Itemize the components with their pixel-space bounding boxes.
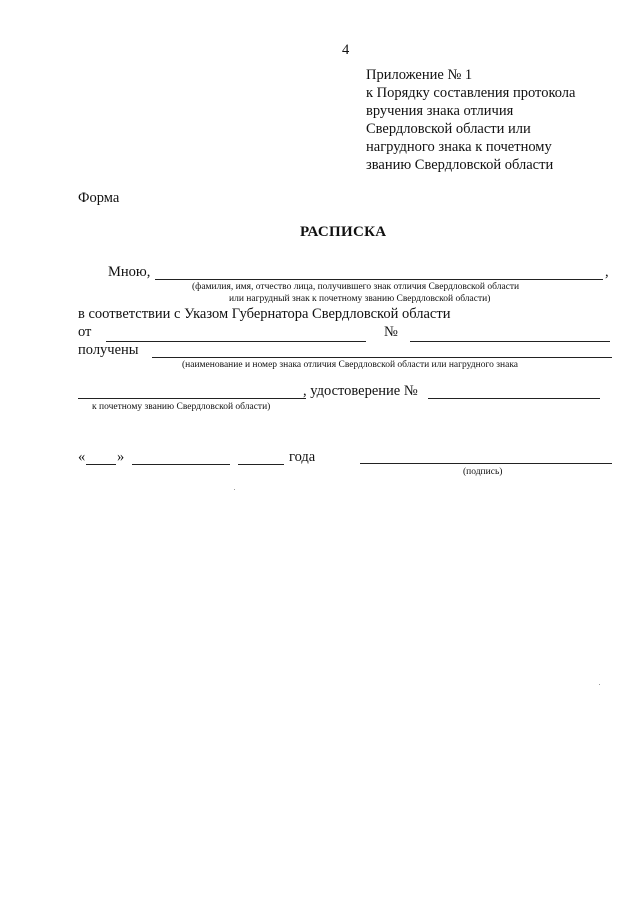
fio-comma: ,: [605, 264, 609, 280]
day-line: [86, 464, 116, 465]
fio-hint-2: или нагрудный знак к почетному званию Свердловской области): [229, 294, 491, 304]
decree-number-sign: №: [384, 324, 398, 340]
award-name-line: [152, 357, 612, 358]
certificate-number-line: [428, 398, 600, 399]
appendix-line: Свердловской области или: [366, 121, 531, 137]
quote-close: »: [117, 449, 125, 465]
fio-field-line: [155, 279, 603, 280]
appendix-line: вручения знака отличия: [366, 103, 514, 119]
appendix-line: званию Свердловской области: [366, 157, 554, 173]
document-title: РАСПИСКА: [300, 224, 387, 240]
appendix-block: [366, 66, 606, 174]
award-name-hint-1: (наименование и номер знака отличия Свердловской области или нагрудного знака: [182, 360, 519, 370]
award-name-hint-2: к почетному званию Свердловской области): [92, 402, 271, 412]
appendix-line: к Порядку составления протокола: [366, 85, 576, 101]
date-from-label: от: [78, 324, 92, 340]
decree-text: в соответствии с Указом Губернатора Свердловской области: [78, 306, 451, 322]
decree-date-line: [106, 341, 366, 342]
appendix-line: Приложение № 1: [366, 67, 473, 83]
page-number: 4: [342, 42, 350, 58]
year-word: года: [289, 449, 316, 465]
signature-line: [360, 463, 612, 464]
year-line: [238, 464, 284, 465]
mnoyu-label: Мною,: [108, 264, 151, 280]
form-label: Форма: [78, 190, 120, 206]
scan-speck: [599, 684, 600, 685]
award-name-continuation-line: [78, 398, 306, 399]
appendix-line: нагрудного знака к почетному: [366, 139, 552, 155]
month-line: [132, 464, 230, 465]
received-label: получены: [78, 342, 139, 358]
quote-open: «: [78, 449, 86, 465]
fio-hint-1: (фамилия, имя, отчество лица, получившего знак отличия Свердловской области: [192, 282, 520, 292]
scan-speck: [234, 489, 235, 490]
certificate-label: , удостоверение №: [303, 383, 418, 399]
decree-number-line: [410, 341, 610, 342]
signature-hint: (подпись): [463, 467, 503, 477]
